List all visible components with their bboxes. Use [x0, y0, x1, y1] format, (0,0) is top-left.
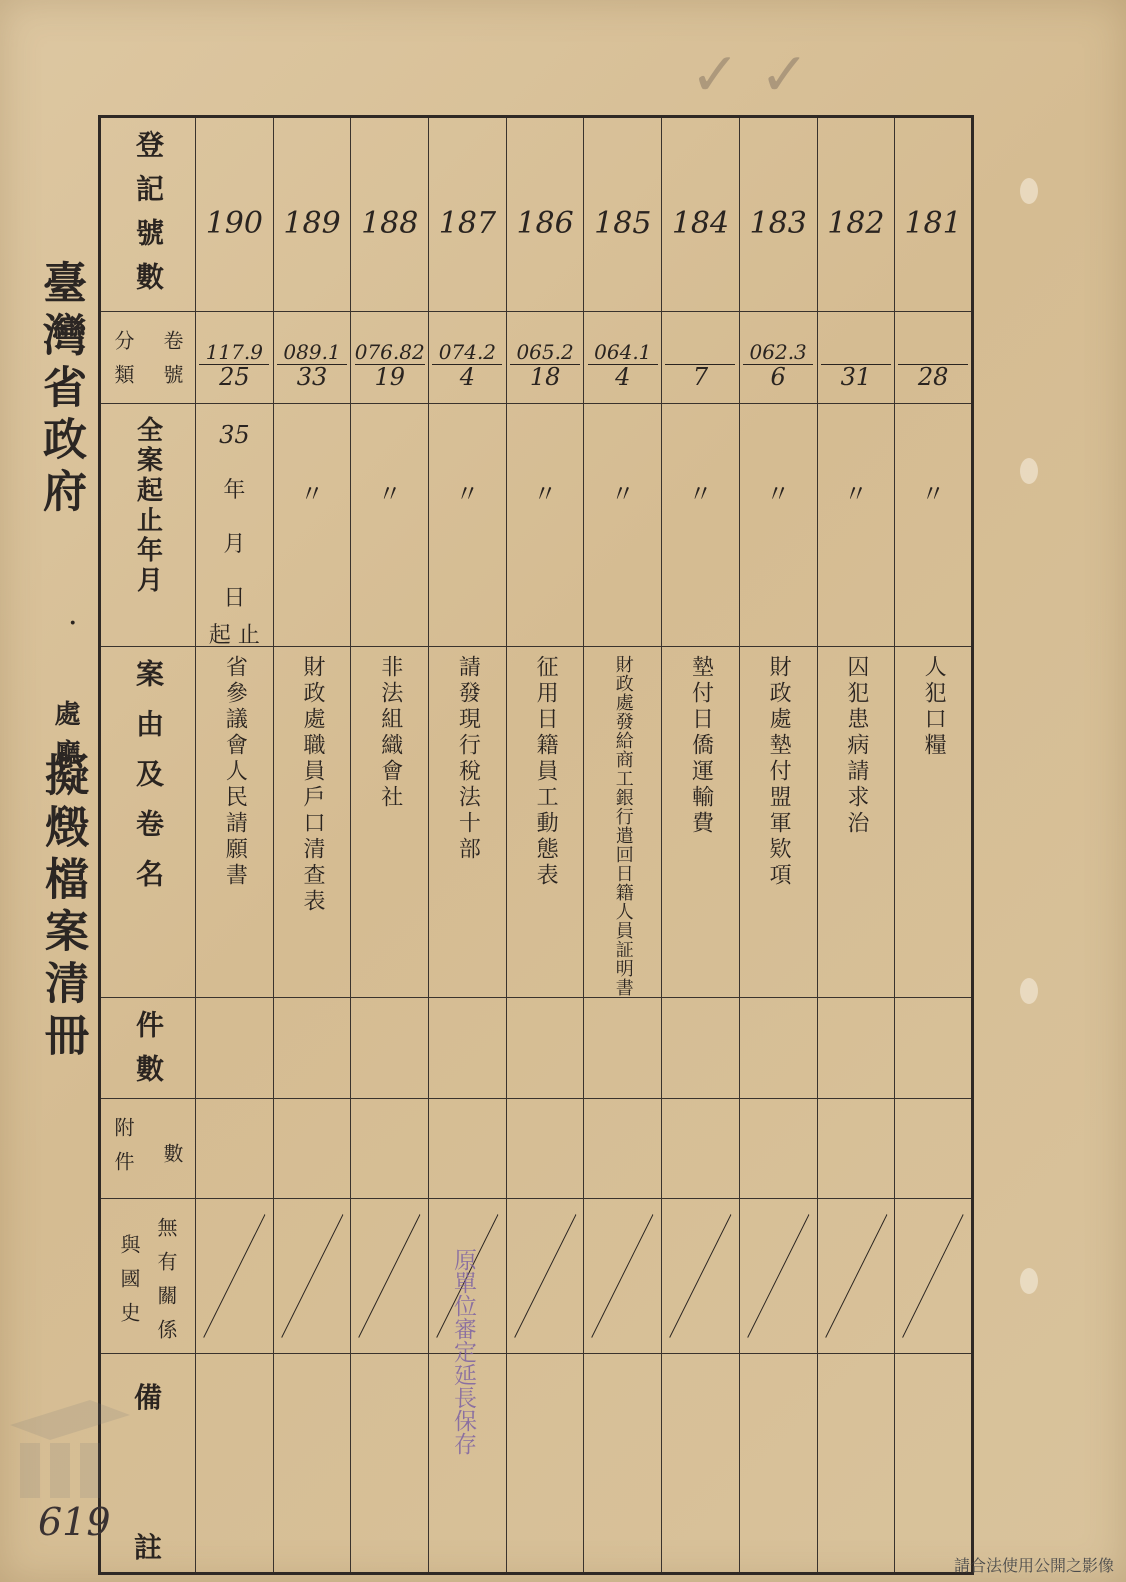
handwritten-page-number: 619 — [38, 1500, 111, 1544]
class-volume: 31 — [818, 340, 895, 389]
reg-number: 181 — [904, 206, 962, 241]
ditto-mark: 〃 — [766, 480, 791, 508]
diagonal-cell — [506, 1199, 584, 1354]
reg-number: 189 — [283, 206, 341, 241]
class-volume: 074.2 4 — [429, 340, 506, 389]
ditto-mark: 〃 — [610, 480, 635, 508]
reg-number: 185 — [594, 206, 652, 241]
subject-text: 財政處發給商工銀行遣回日籍人員証明書 — [612, 655, 634, 997]
class-volume: 065.2 18 — [507, 340, 584, 389]
subject-text: 非法組織會社 — [377, 655, 403, 811]
row-count — [100, 998, 973, 1099]
subject-text: 征用日籍員工動態表 — [533, 655, 559, 889]
class-volume: 28 — [895, 340, 971, 389]
reg-number: 188 — [361, 206, 419, 241]
diagonal-cell — [351, 1199, 429, 1354]
punch-hole — [1020, 458, 1038, 484]
reg-number: 190 — [205, 206, 263, 241]
diagonal-cell — [817, 1199, 895, 1354]
subject-text: 財政處職員戶口清查表 — [300, 655, 326, 915]
header-date: 全案起止年月 — [100, 404, 196, 647]
document-title: 擬燬檔案清冊 — [37, 752, 88, 1064]
row-date — [100, 404, 973, 647]
header-registration: 登記號數 — [100, 117, 196, 312]
ditto-mark: 〃 — [688, 480, 713, 508]
class-volume: 064.1 4 — [584, 340, 661, 389]
subject-text: 墊付日僑運輸費 — [688, 655, 714, 837]
subject-text: 囚犯患病請求治 — [843, 655, 869, 837]
purple-retention-stamp: 原單位審定延長保存 — [450, 1248, 476, 1455]
ditto-mark: 〃 — [300, 480, 325, 508]
date-first: 35 年 月 日 起 止 — [196, 404, 274, 647]
class-volume: 062.3 6 — [740, 340, 817, 389]
class-volume: 117.9 25 — [196, 340, 273, 389]
subject-text: 省參議會人民請願書 — [222, 655, 248, 889]
punch-hole — [1020, 978, 1038, 1004]
ditto-mark: 〃 — [455, 480, 480, 508]
row-classification — [100, 312, 973, 404]
diagonal-cell — [895, 1199, 973, 1354]
header-history: 與國史 無有關係 — [100, 1199, 196, 1354]
class-volume: 089.1 33 — [274, 340, 351, 389]
diagonal-cell — [273, 1199, 351, 1354]
reg-number: 184 — [671, 206, 730, 241]
diagonal-cell — [662, 1199, 740, 1354]
row-registration — [100, 117, 973, 312]
ditto-mark: 〃 — [533, 480, 558, 508]
punch-hole — [1020, 1268, 1038, 1294]
diagonal-cell — [584, 1199, 662, 1354]
subject-text: 請發現行稅法十部 — [455, 655, 481, 863]
header-attachments: 附件 數 — [100, 1099, 196, 1199]
header-classification: 分類 卷號 — [100, 312, 196, 404]
government-title: 臺灣省政府 — [35, 260, 86, 520]
punch-hole — [1020, 178, 1038, 204]
subject-text: 人犯口糧 — [921, 655, 947, 759]
diagonal-cell — [196, 1199, 274, 1354]
reg-number: 183 — [749, 206, 807, 241]
ditto-mark: 〃 — [377, 480, 402, 508]
diagonal-cell — [739, 1199, 817, 1354]
row-attachments — [100, 1099, 973, 1199]
row-remarks — [100, 1354, 973, 1574]
class-volume: 076.82 19 — [354, 340, 425, 391]
pencil-check-marks: ✓ ✓ — [690, 40, 810, 110]
reg-number: 182 — [827, 206, 885, 241]
archive-ledger-table — [98, 115, 974, 1575]
row-history — [100, 1199, 973, 1354]
reg-number: 187 — [438, 206, 497, 241]
usage-watermark: 請合法使用公開之影像 — [953, 1556, 1114, 1575]
row-subject — [100, 647, 973, 998]
title-dot: · — [68, 606, 78, 641]
ditto-mark: 〃 — [921, 480, 946, 508]
subject-text: 財政處墊付盟軍欵項 — [766, 655, 792, 889]
header-subject: 案由及卷名 — [100, 647, 196, 998]
department-label: 處 廳 — [50, 700, 80, 768]
class-volume: 7 — [662, 340, 739, 389]
reg-number: 186 — [516, 206, 574, 241]
ditto-mark: 〃 — [843, 480, 868, 508]
header-count: 件數 — [100, 998, 196, 1099]
header-remarks: 備 註 — [100, 1354, 196, 1574]
archive-logo-watermark — [0, 1395, 140, 1505]
